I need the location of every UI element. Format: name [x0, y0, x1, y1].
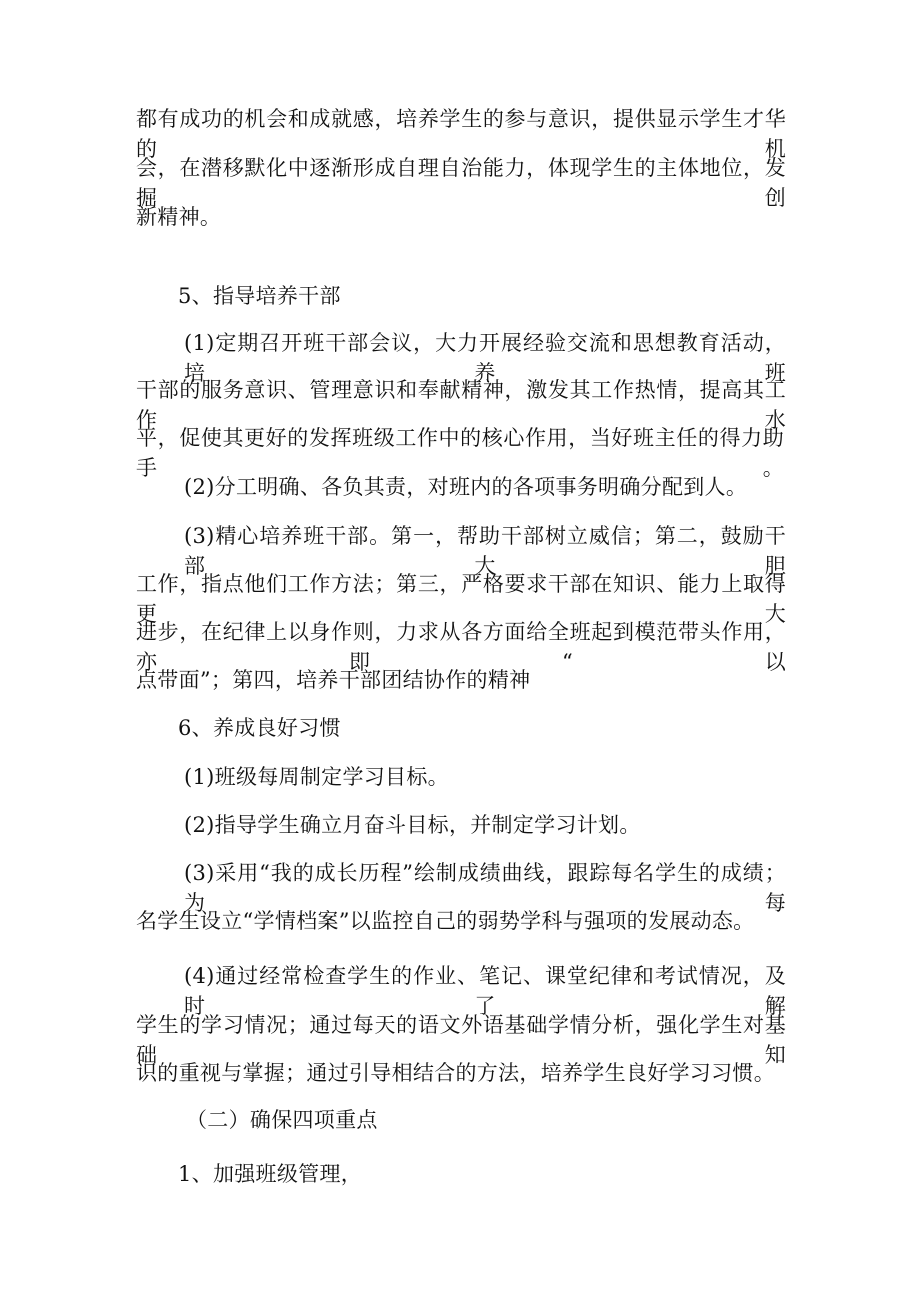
paragraph-line: (3)采用“我的成长历程”绘制成绩曲线，跟踪每名学生的成绩；为每 [184, 861, 786, 915]
paragraph-line: 干部的服务意识、管理意识和奉献精神，激发其工作热情，提高其工作水 [136, 378, 786, 432]
paragraph-line: (2)指导学生确立月奋斗目标，并制定学习计划。 [184, 813, 641, 837]
section-heading: 6、养成良好习惯 [178, 716, 341, 740]
paragraph-line: (3)精心培养班干部。第一，帮助干部树立威信；第二，鼓励干部大胆 [184, 524, 786, 578]
section-heading: 5、指导培养干部 [178, 284, 341, 308]
paragraph-line: 会，在潜移默化中逐渐形成自理自治能力，体现学生的主体地位，发掘创 [136, 156, 786, 210]
paragraph-line: (4)通过经常检查学生的作业、笔记、课堂纪律和考试情况，及时了解 [184, 964, 786, 1018]
section-heading: （二）确保四项重点 [186, 1108, 378, 1132]
paragraph-line: 进步，在纪律上以身作则，力求从各方面给全班起到模范带头作用，亦即“以 [136, 620, 786, 674]
paragraph-line: 识的重视与掌握；通过引导相结合的方法，培养学生良好学习习惯。 [136, 1061, 775, 1085]
paragraph-line: 名学生设立“学情档案”以监控自己的弱势学科与强项的发展动态。 [136, 909, 755, 933]
paragraph-line: 新精神。 [136, 205, 222, 229]
section-heading: 1、加强班级管理， [178, 1162, 363, 1186]
paragraph-line: (1)班级每周制定学习目标。 [184, 765, 449, 789]
paragraph-line: (2)分工明确、各负其责，对班内的各项事务明确分配到人。 [184, 475, 748, 499]
paragraph-line: 工作，指点他们工作方法；第三，严格要求干部在知识、能力上取得更大 [136, 572, 786, 626]
paragraph-line: 点带面”；第四，培养干部团结协作的精神 [136, 668, 531, 692]
paragraph-line: (1)定期召开班干部会议，大力开展经验交流和思想教育活动，培养班 [184, 331, 786, 385]
paragraph-line: 都有成功的机会和成就感，培养学生的参与意识，提供显示学生才华的机 [136, 107, 786, 161]
paragraph-line: 学生的学习情况；通过每天的语文外语基础学情分析，强化学生对基础知 [136, 1013, 786, 1067]
paragraph-line: 平，促使其更好的发挥班级工作中的核心作用，当好班主任的得力助手。 [136, 426, 784, 480]
